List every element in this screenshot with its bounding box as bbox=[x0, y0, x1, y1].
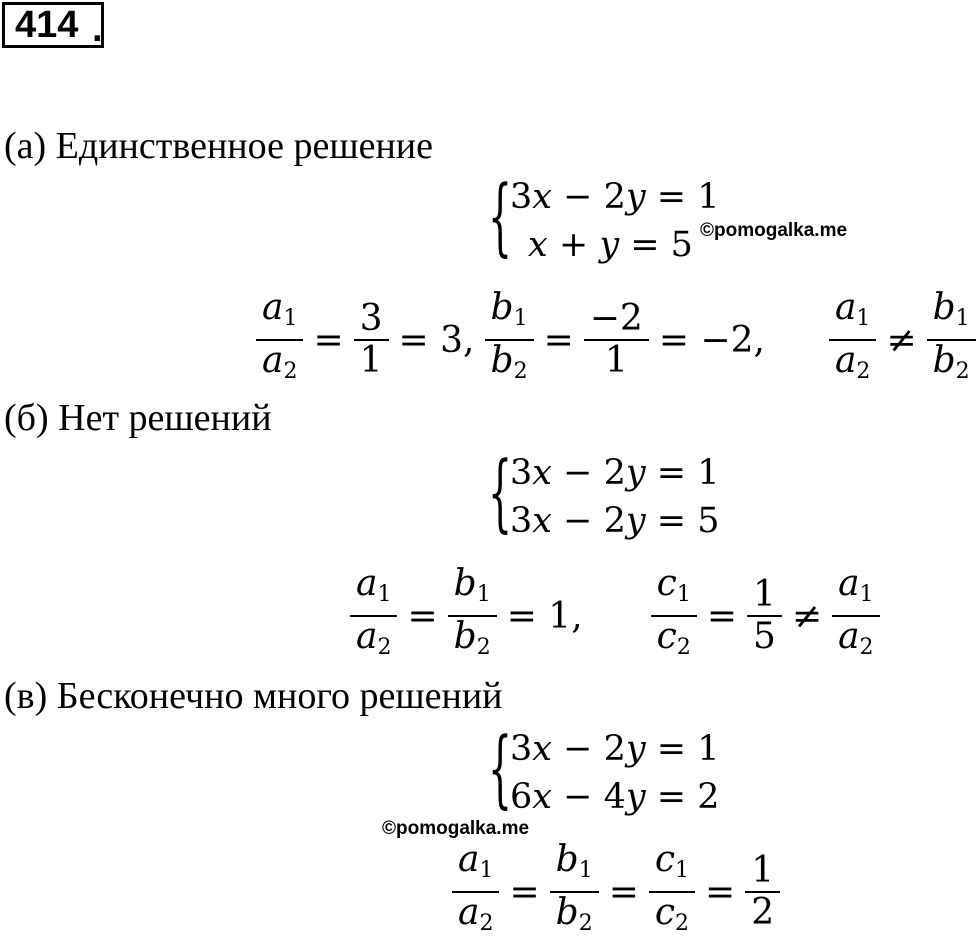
fraction-a1-a2: $\frac{a_1}{a_2}$ bbox=[452, 840, 499, 944]
fraction-a1-a2: $\frac{a_1}{a_2}$ bbox=[256, 288, 303, 392]
fraction-b1-b2: $\frac{b_1}{b_2}$ bbox=[485, 288, 534, 392]
watermark: ©pomogalka.me bbox=[382, 818, 530, 839]
not-equal-sign: ≠ bbox=[886, 319, 917, 361]
system-brace: { bbox=[488, 167, 513, 265]
fraction-value-1: $\frac{3}{1}$ bbox=[354, 299, 389, 381]
part-a-heading: (а) Единственное решение bbox=[4, 125, 433, 167]
part-b-equation-1: 3x − 2y = 1 bbox=[510, 453, 720, 493]
part-c-equation-2: 6x − 4y = 2 bbox=[510, 777, 720, 817]
fraction-value-1: $\frac{1}{2}$ bbox=[745, 851, 780, 933]
result-text-1: = 3, bbox=[398, 319, 475, 361]
part-b-heading: (б) Нет решений bbox=[4, 397, 272, 439]
fraction-value-1: $\frac{1}{5}$ bbox=[747, 575, 782, 657]
system-brace: { bbox=[488, 443, 513, 541]
fraction-b1-b2: $\frac{b_1}{b_2}$ bbox=[550, 840, 599, 944]
result-text-1: = 1, bbox=[506, 595, 583, 637]
fraction-b1-b2-compare: $\frac{b_1}{b_2}$ bbox=[927, 288, 976, 392]
part-c-heading: (в) Бесконечно много решений bbox=[4, 675, 503, 717]
part-c-equation-1: 3x − 2y = 1 bbox=[510, 729, 720, 769]
fraction-c1-c2: $\frac{c_1}{c_2}$ bbox=[649, 840, 695, 944]
problem-number: 414 bbox=[2, 2, 104, 48]
part-a-equation-1: 3x − 2y = 1 bbox=[510, 177, 720, 217]
part-c-ratio-row: $\frac{a_1}{a_2}$ = $\frac{b_1}{b_2}$ = $\frac{c_1}{c_2}$ = $\frac{1}{2}$ bbox=[448, 840, 784, 944]
watermark: ©pomogalka.me bbox=[700, 220, 848, 241]
fraction-c1-c2: $\frac{c_1}{c_2}$ bbox=[651, 564, 697, 668]
fraction-value-2: $\frac{-2}{1}$ bbox=[584, 299, 649, 381]
part-a-ratio-row: $\frac{a_1}{a_2}$ = $\frac{3}{1}$ = 3, $\frac{b_1}{b_2}$ = $\frac{-2}{1}$ = −2, $\frac{a_1}{a_2}$ ≠ $\frac{b_1}{b_2}$ bbox=[252, 288, 980, 392]
not-equal-sign: ≠ bbox=[791, 595, 823, 637]
fraction-a1-a2-compare: $\frac{a_1}{a_2}$ bbox=[832, 564, 879, 668]
part-a-equation-2: x + y = 5 bbox=[528, 225, 693, 265]
part-b-equation-2: 3x − 2y = 5 bbox=[510, 501, 720, 541]
result-text-2: = −2, bbox=[658, 319, 765, 361]
system-brace: { bbox=[488, 719, 513, 817]
fraction-a1-a2-compare: $\frac{a_1}{a_2}$ bbox=[829, 288, 876, 392]
problem-number-dot: . bbox=[92, 8, 103, 50]
part-b-ratio-row: $\frac{a_1}{a_2}$ = $\frac{b_1}{b_2}$ = 1, $\frac{c_1}{c_2}$ = $\frac{1}{5}$ ≠ $\frac{a_1}{a_2}$ bbox=[346, 564, 884, 668]
fraction-a1-a2: $\frac{a_1}{a_2}$ bbox=[350, 564, 397, 668]
fraction-b1-b2: $\frac{b_1}{b_2}$ bbox=[448, 564, 497, 668]
